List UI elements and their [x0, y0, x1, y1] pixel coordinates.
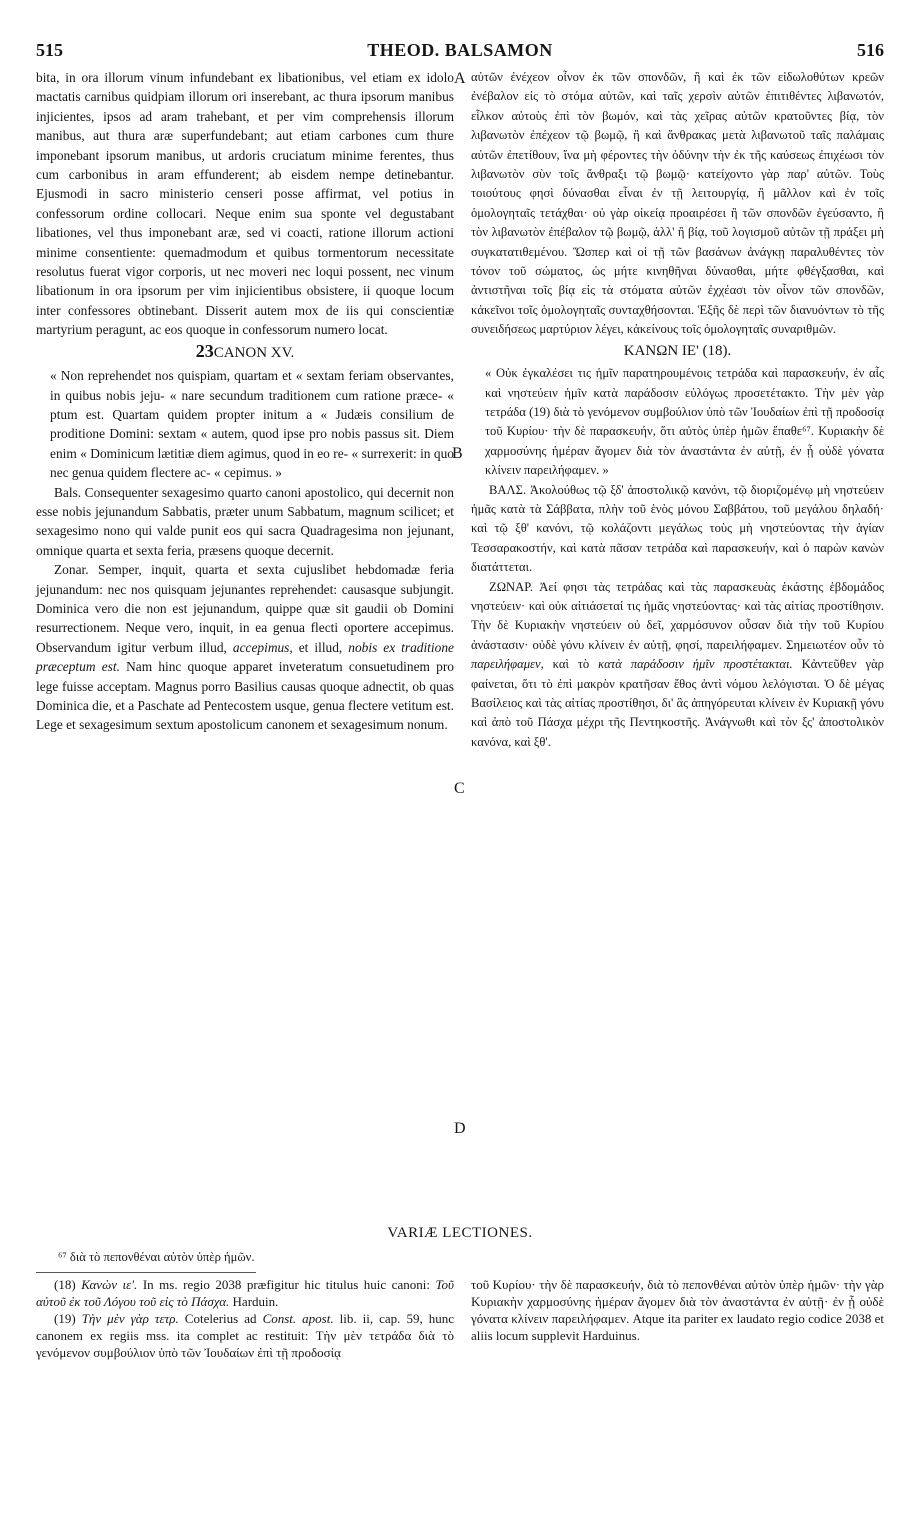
running-title: THEOD. BALSAMON — [367, 40, 553, 60]
latin-column — [36, 68, 454, 735]
latin-zonar-label: Zonar. — [54, 562, 89, 578]
greek-zonar-label: ΖΩΝΑΡ. — [489, 579, 534, 594]
footnote-19 — [36, 1310, 454, 1361]
greek-zonar-text-a: Ἀεί φησι τὰς τετράδας καὶ τὰς παρασκευὰς ἑκάστης ἑβδομάδος νηστεύειν· καὶ οὐκ αἰτιάσεταί τις ἡμᾶς νηστεύοντας· καὶ τὰς αἰτίας προστίθησιν. Τὴν δὲ Κυριακὴν νηστεύειν οὐ δεῖ, χαρμόσυνον οὖσαν διὰ τὴν τοῦ Κυρίου ἀνάστασιν· οὐδὲ γόνυ κλίνειν ἐν αὐτῇ, φησί, παρειλήφαμεν. Σημειωτέον οὖν τὸ — [471, 579, 884, 652]
page-number-right: 516 — [857, 40, 884, 60]
greek-canon-heading — [471, 342, 884, 361]
footnote-18-number: (18) — [54, 1277, 76, 1292]
latin-zonar-text-c: Nam hinc quoque apparet inveteratum consuetudinem pro lege fuisse acceptam. Magnus porro Basilius causas quoque adnectit, ob quas Dominica die, et a Paschate ad Pentecostem usque, genua flectere vetitum est. Lege et sexagesimum sextum apostolicum canonem et sexagesimum nonum. — [36, 659, 454, 733]
latin-intro: bita, in ora illorum vinum infundebant ex libationibus, vel etiam ex idolo mactatis carnibus quidpiam illorum ori inserebant, ac thura ipsorum manibus injicientes, ipsos ad aram trahebant, et per vim comprehensis illorum manibus, aut thura aræ superfundebant; aut etiam carbones cum thure imponebant ipsorum manibus, ut ardoris cruciatum minime ferentes, thus cum carbonibus in aram effunderent; ab eisdem nempe detinebantur. Ejusmodi in sacro ministerio censeri posse affirmat, vel potius in confessorum ordine collocari. Neque enim sua sponte vel degustabant libationes, vel thus imponebant aræ, sed vi coacti, ratione illorum actioni minime consentiente: quemadmodum et quibus tormentorum necessitate resolutus fuerat vigor corporis, ut nec moveri nec loqui possent, nec vinum libationum in ora ipsorum per vim injicientibus obsistere, ii quoque locum inter confessores obtinebant. Disserit autem mox de iis qui conscientiæ martyrium peragunt, ac eos quoque in confessorum numero locat. — [36, 70, 454, 338]
page-number-left: 515 — [36, 40, 63, 60]
footnote-19-continuation: τοῦ Κυρίου· τὴν δὲ παρασκευήν, διὰ τὸ πεπονθέναι αὐτὸν ὑπὲρ ἡμῶν· τὴν γὰρ Κυριακὴν χαρμοσύνης ἡμέραν ἄγομεν διὰ τὸν ἀναστάντα ἐν αὐτῇ· ἐν ᾗ οὐδὲ γόνατα κλίνειν παρειλήφαμεν. Atque ita pariter ex laudato regio codice 2038 et aliis locum supplevit Harduinus. — [471, 1277, 884, 1343]
footnote-19-number: (19) — [54, 1311, 76, 1326]
footnote-18-source: Harduin. — [232, 1294, 279, 1309]
margin-letter-a: A — [454, 70, 466, 87]
latin-canon-heading — [36, 342, 454, 363]
greek-zonar-italic-1: παρειλήφαμεν, — [471, 657, 544, 672]
greek-zonaras-paragraph — [471, 578, 884, 753]
latin-zonar-text-b: et illud, — [298, 639, 343, 655]
footnote-18-text: In ms. regio 2038 præfigitur hic titulus huic canoni: — [142, 1277, 430, 1292]
greek-intro: αὐτῶν ἐνέχεον οἶνον ἐκ τῶν σπονδῶν, ἢ καὶ ἐκ τῶν εἰδωλοθύτων κρεῶν ἐνέβαλον εἰς τὸ στόμα αὐτῶν, καὶ ταῖς χερσὶν αὐτῶν ἐπιτιθέντες λιβανωτόν, εἷλκον αὐτοὺς ἐπὶ τὸν βωμόν, καὶ τὰς χεῖρας αὐτῶν κρατοῦντες βίᾳ, τὸν λιβανωτὸν ἐπέχεον τῷ βωμῷ, ἢ καὶ ἄνθρακας μετὰ λιβανωτοῦ ταῖς παλάμαις αὐτῶν ἐπετίθουν, ἵνα μὴ φέροντες τὴν ὀδύνην τὴν ἐκ τῆς καύσεως ἐπιχέωσι τὸν λιβανωτὸν σὺν τοῖς ἄνθραξι τῷ βωμῷ· κατείχοντο γὰρ παρ' αὐτῶν. Τοὺς τοιούτους φησὶ δύνασθαι εἶναι ἐν τῇ λειτουργίᾳ, ἢ μᾶλλον καὶ ἐν τοῖς ὁμολογηταῖς τετάχθαι· οὐ γὰρ οἰκείᾳ προαιρέσει ἢ τῶν σπονδῶν ἐγεύσαντο, ἢ τὸν λιβανωτὸν ἐπέβαλον τῷ βωμῷ, ἀλλ' ἢ βίᾳ, τοῦ λογισμοῦ αὐτῶν τῇ πράξει μὴ συγκατατιθεμένου. Ὥσπερ καὶ οἱ τῇ τῶν βασάνων ἀνάγκῃ παραλυθέντες τὸν τόνον τοῦ σώματος, ὡς μήτε κινηθῆναι δύνασθαι, μήτε φθέγξασθαι, καὶ ἀντιστῆναι τοῖς βίᾳ εἰς τὰ στόματα αὐτῶν ἐχχέασι τὸν οἶνον τῶν σπονδῶν, κἀκεῖνοι τοῖς ὁμολογηταῖς συνταχθήσονται. Ἑξῆς δὲ περὶ τῶν διανυόντων τὸ τῆς συνειδήσεως μαρτύριον λέγει, κἀκείνους τοῖς ὁμολογηταῖς συναριθμῶν. — [471, 70, 884, 337]
greek-column — [471, 68, 884, 752]
footnote-19-work: Const. apost. — [262, 1311, 334, 1326]
canon-number: 23 — [195, 340, 214, 361]
greek-canon-text: « Οὐκ ἐγκαλέσει τις ἡμῖν παρατηρουμένοις τετράδα καὶ παρασκευήν, ἐν αἷς καὶ νηστεύειν ἡμῖν κατὰ παράδοσιν εὐλόγως προσετέτακτο. Τὴν μὲν γὰρ τετράδα (19) διὰ τὸ γενόμενον συμβούλιον ὑπὸ τῶν Ἰουδαίων ἐπὶ τῇ προδοσίᾳ τοῦ Κυρίου· τὴν δὲ παρασκευήν, ὅτι αὐτὸς ὑπὲρ ἡμῶν ἔπαθε⁶⁷. Κυριακὴν δὲ χαρμοσύνης ἡμέραν ἄγομεν διὰ τὸν ἀναστάντα ἐν αὐτῇ, ἐν ᾗ οὐδὲ γόνατα κλίνειν παρειλήφαμεν. » — [485, 366, 884, 478]
margin-letter-d: D — [454, 1120, 466, 1137]
footnote-divider — [36, 1272, 256, 1273]
latin-balsamon-paragraph — [36, 483, 454, 561]
greek-zonar-text-b: καὶ τὸ — [552, 657, 590, 672]
greek-bals-text: Ἀκολούθως τῷ ξδ' ἀποστολικῷ κανόνι, τῷ διοριζομένῳ μὴ νηστεύειν ἡμᾶς κατὰ τὰ Σάββατα, πλὴν τοῦ ἑνὸς μόνου Σαββάτου, τοῦ μεγάλου δηλαδή· καὶ τῷ ξθ' κανόνι, τῷ κολάζοντι μεγάλως τοὺς μὴ νηστεύοντας τὴν ἁγίαν Τεσσαρακοστήν, καὶ κατὰ πᾶσαν τετράδα καὶ παρασκευήν, καὶ ὁ παρὼν κανὼν διατάττεται. — [471, 482, 884, 575]
greek-zonar-text-c: Κἀντεῦθεν γὰρ φαίνεται, ὅτι τὸ ἐπὶ μακρὸν κρατῆσαν ἔθος ἀντὶ νόμου λελόγισται. Ὁ δὲ μέγας Βασίλειος καὶ τὰς αἰτίας προστίθησι, δι' ἃς ἀπηγόρευται κλίνειν ἐν Κυριακῇ γόνυ καὶ ἀπὸ τοῦ Πάσχα μέχρι τῆς Πεντηκοστῆς. Ἀνάγνωθι καὶ τὸν ξς' ἀποστολικὸν κανόνα, καὶ ξθ'. — [471, 657, 884, 749]
footnote-19-text-a: Cotelerius ad — [184, 1311, 257, 1326]
running-header — [36, 40, 884, 66]
greek-balsamon-paragraph — [471, 481, 884, 578]
latin-zonaras-paragraph — [36, 560, 454, 735]
footnotes-right — [471, 1276, 884, 1344]
footnotes-left — [36, 1276, 454, 1361]
latin-zonar-italic-1: accepimus, — [232, 639, 293, 655]
footnote-19-text-b: lib. ii, cap. 59, hunc canonem ex regiis mss. ita complet ac restituit: Τὴν μὲν τετράδα διὰ τὸ γενόμενον συμβούλιον ὑπὸ τῶν Ἰουδαίων ἐπὶ τῇ προδοσίᾳ — [36, 1311, 455, 1360]
greek-canon-title: ΚΑΝΩΝ ΙΕ' (18). — [623, 342, 732, 359]
variant-note-67: ⁶⁷ διὰ τὸ πεπονθέναι αὐτὸν ὑπὲρ ἡμῶν. — [58, 1250, 255, 1264]
footnote-19-lemma: Τὴν μὲν γὰρ τετρ. — [81, 1311, 179, 1326]
latin-bals-label: Bals. — [54, 484, 82, 500]
variae-lectiones-heading: VARIÆ LECTIONES. — [387, 1225, 533, 1241]
margin-letter-b: B — [452, 445, 463, 462]
latin-zonar-text-a: Semper, inquit, quarta et sexta cujuslibet hebdomadæ feria jejunandum: nec nos quisquam jejunantes reprehendet: causasque subjungit. Dominica vero die non est jejunandum, quippe quæ sit gaudii ob Domini resurrectionem. Neque vero, inquit, in ea genua flecti oportere accepimus. Observandum igitur verbum illud, — [36, 562, 454, 655]
latin-canon-title: CANON XV. — [213, 344, 295, 361]
latin-zonar-italic-2: nobis ex traditione præceptum est. — [36, 639, 454, 675]
footnote-18-lemma: Κανὼν ιε'. — [81, 1277, 138, 1292]
latin-canon-text: « Non reprehendet nos quispiam, quartam et « sextam feriam observantes, in quibus nobis jeju- « nare secundum traditionem cum ratione præce- « ptum est. Quartam quidem propter initum a « Judæis consilium de proditione Domini: sextam « autem, quod ipse pro nobis passus sit. Diem enim « Dominicum lætitiæ diem agimus, quod in eo re- « surrexerit: in quo nec genua quidem flectere ac- « cepimus. » — [50, 368, 454, 481]
footnote-18-title: Τοῦ αὐτοῦ ἐκ τοῦ Λόγου τοῦ εἰς τὸ Πάσχα. — [36, 1277, 454, 1309]
greek-zonar-italic-2: κατὰ παράδοσιν ἡμῖν προστέτακται. — [598, 657, 793, 672]
greek-bals-label: ΒΑΛΣ. — [489, 482, 527, 497]
footnote-18 — [36, 1276, 454, 1310]
latin-bals-text: Consequenter sexagesimo quarto canoni apostolico, qui decernit non esse nobis jejunandum Sabbatis, præter unum Sabbatum, magnum scilicet; et sexagesimo nono qui valde punit eos qui sacra Quadragesima non jejunant, omnique quarta et sexta feria, præsens quoque decernit. — [36, 484, 454, 558]
margin-letter-c: C — [454, 780, 465, 797]
